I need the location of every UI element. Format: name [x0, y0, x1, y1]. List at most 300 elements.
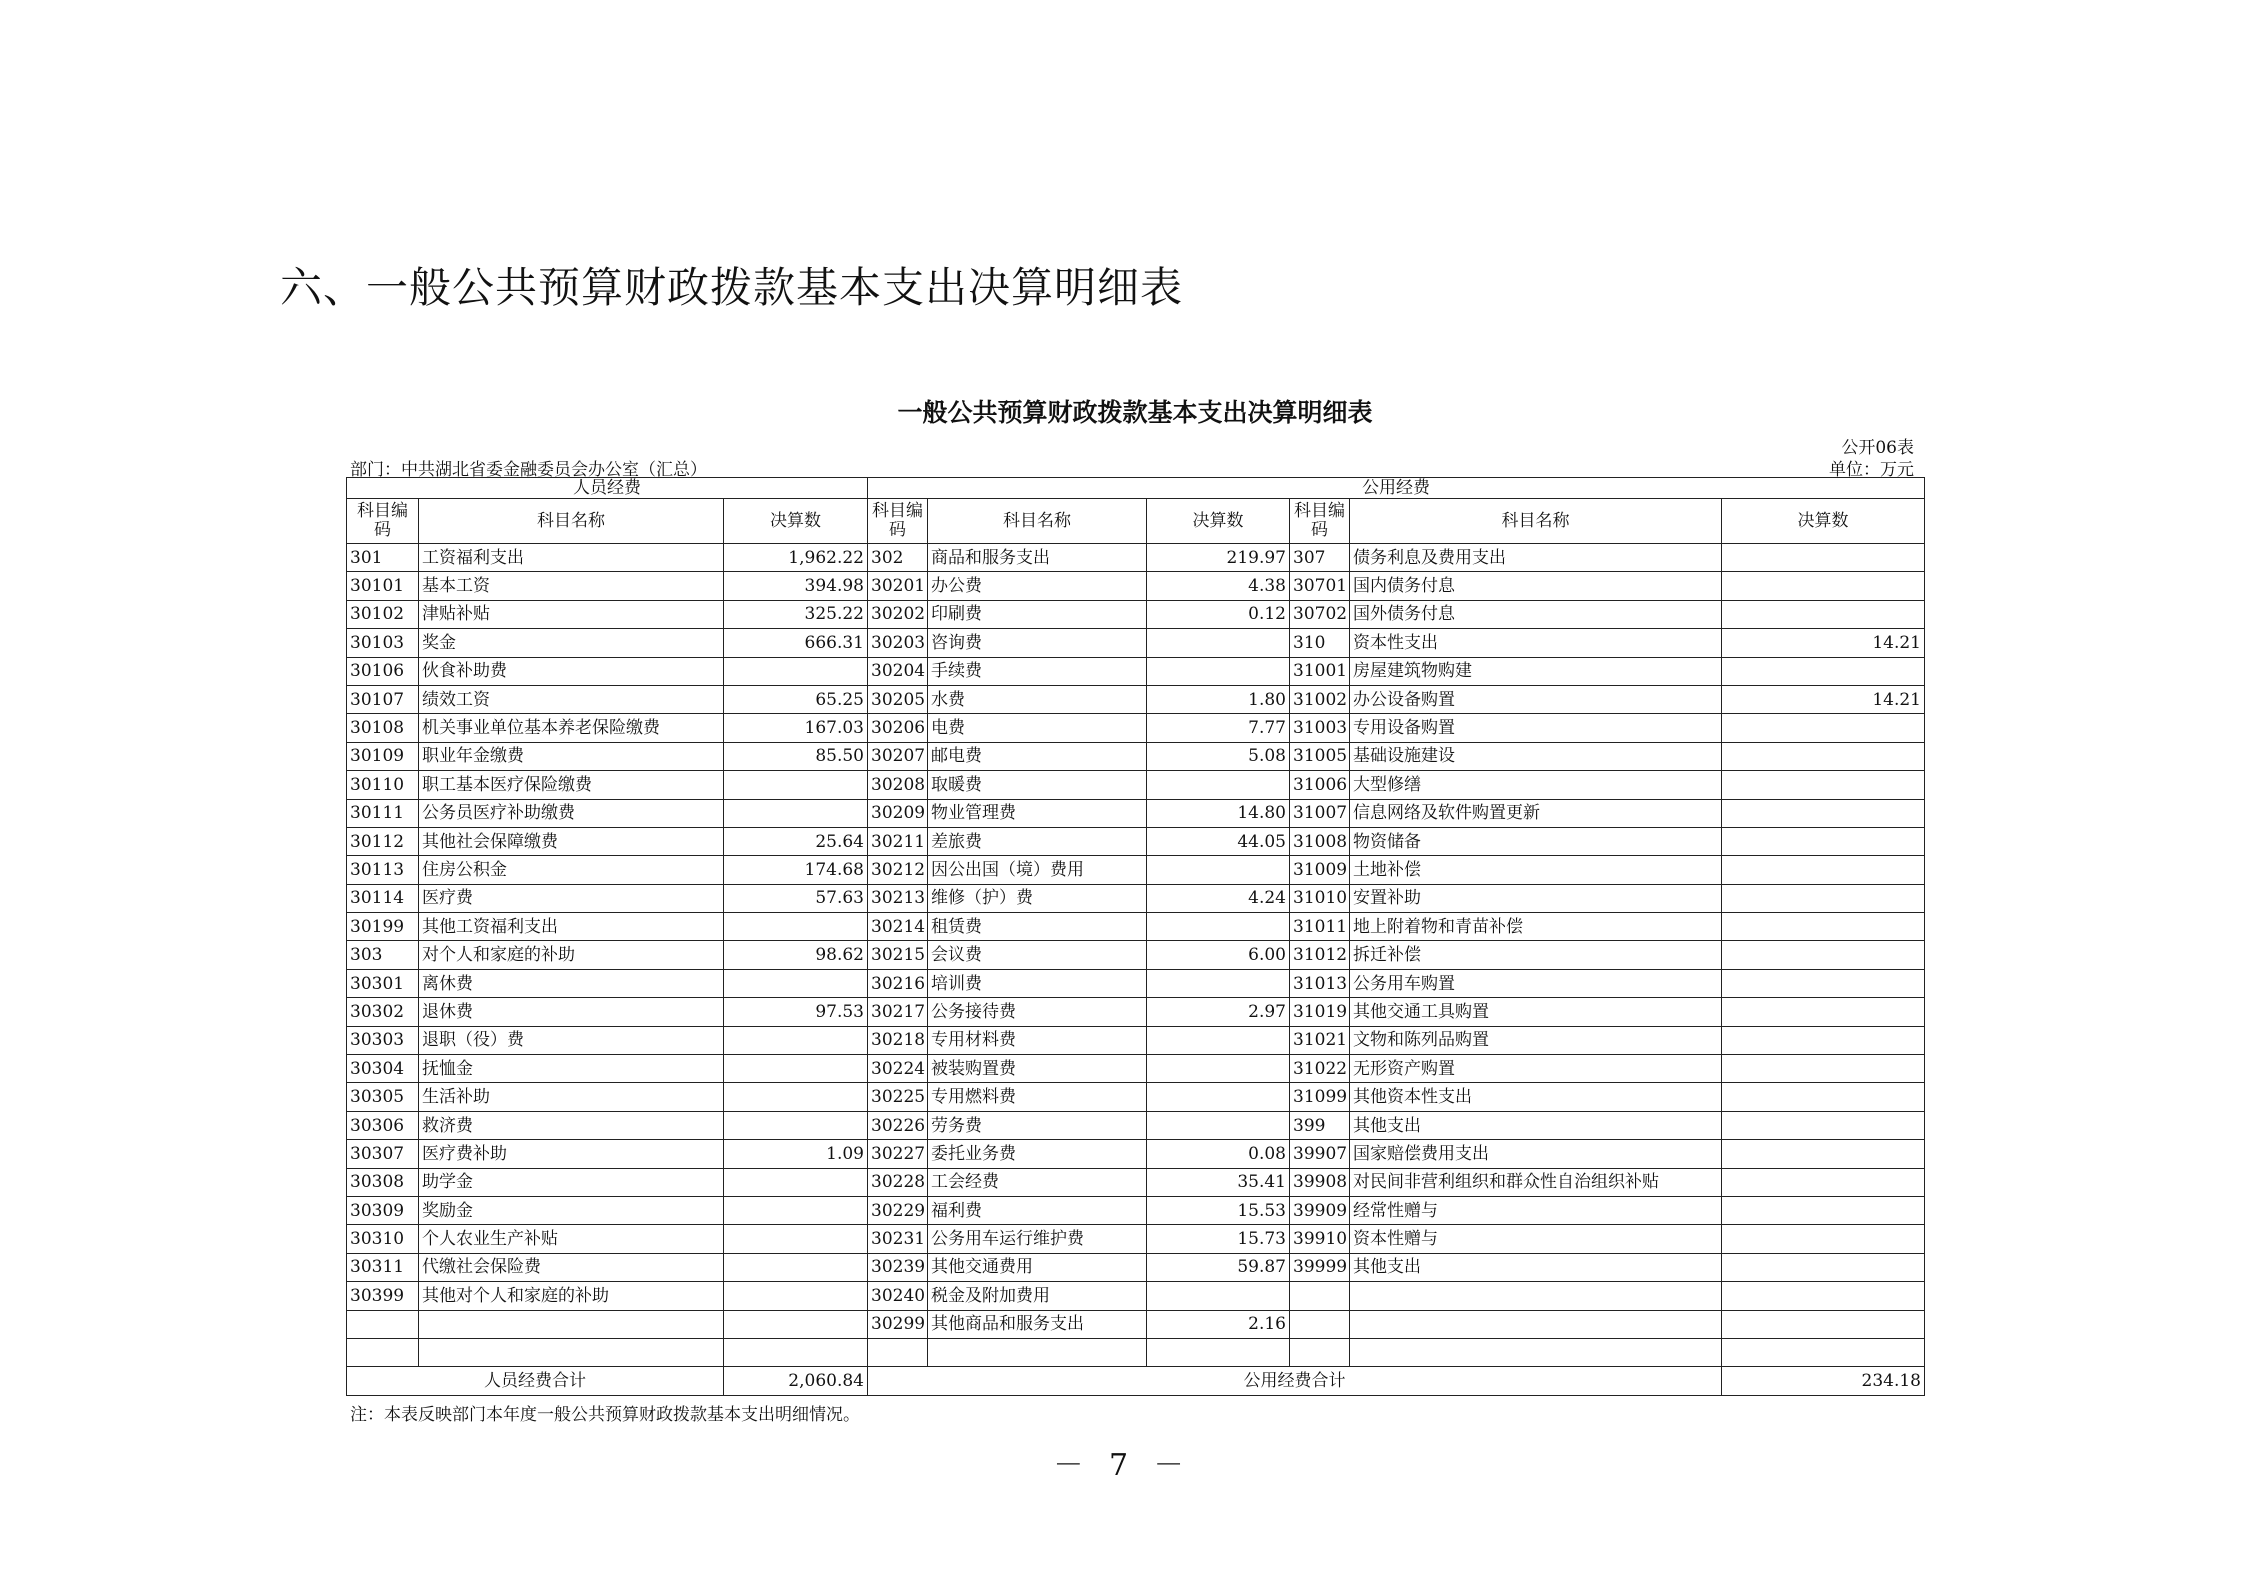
personnel-code: 30108: [347, 714, 419, 742]
goods-name: 印刷费: [928, 600, 1147, 628]
table-row: [347, 941, 1925, 969]
personnel-amount: [724, 1111, 868, 1139]
other-code: 31001: [1290, 657, 1350, 685]
other-code: 39999: [1290, 1253, 1350, 1281]
personnel-name: 抚恤金: [419, 1055, 724, 1083]
other-amount: [1722, 742, 1925, 770]
personnel-amount: 1.09: [724, 1140, 868, 1168]
other-name: 资本性支出: [1350, 629, 1722, 657]
other-name: 拆迁补偿: [1350, 941, 1722, 969]
personnel-code: 303: [347, 941, 419, 969]
header-code-2: 科目编码: [868, 499, 928, 544]
other-code: 31009: [1290, 856, 1350, 884]
other-amount: [1722, 827, 1925, 855]
other-name: 办公设备购置: [1350, 685, 1722, 713]
other-amount: [1722, 856, 1925, 884]
personnel-amount: 666.31: [724, 629, 868, 657]
personnel-total-value: 2,060.84: [724, 1367, 868, 1396]
goods-code: 30240: [868, 1282, 928, 1310]
goods-name: 咨询费: [928, 629, 1147, 657]
personnel-code: 30302: [347, 998, 419, 1026]
personnel-amount: [724, 913, 868, 941]
goods-amount: [1147, 969, 1290, 997]
personnel-amount: 65.25: [724, 685, 868, 713]
personnel-amount: 1,962.22: [724, 544, 868, 572]
other-name: [1350, 1310, 1722, 1338]
page-heading: 六、一般公共预算财政拨款基本支出决算明细表: [280, 263, 1184, 312]
personnel-name: 医疗费补助: [419, 1140, 724, 1168]
goods-code: 30205: [868, 685, 928, 713]
goods-code: 30225: [868, 1083, 928, 1111]
personnel-amount: [724, 1196, 868, 1224]
goods-name: 福利费: [928, 1196, 1147, 1224]
other-amount: [1722, 1111, 1925, 1139]
goods-code: 30216: [868, 969, 928, 997]
goods-name: 专用燃料费: [928, 1083, 1147, 1111]
personnel-amount: 57.63: [724, 884, 868, 912]
goods-name: 工会经费: [928, 1168, 1147, 1196]
other-code: [1290, 1310, 1350, 1338]
personnel-amount: [724, 1282, 868, 1310]
goods-name: 其他商品和服务支出: [928, 1310, 1147, 1338]
goods-code: 30212: [868, 856, 928, 884]
other-name: 安置补助: [1350, 884, 1722, 912]
goods-name: 取暖费: [928, 771, 1147, 799]
personnel-name: 津贴补贴: [419, 600, 724, 628]
form-number-line: [346, 433, 1924, 458]
table-row: [347, 771, 1925, 799]
other-name: 国家赔偿费用支出: [1350, 1140, 1722, 1168]
goods-amount: 15.53: [1147, 1196, 1290, 1224]
goods-name: 商品和服务支出: [928, 544, 1147, 572]
other-name: 土地补偿: [1350, 856, 1722, 884]
other-amount: [1722, 1083, 1925, 1111]
goods-name: 差旅费: [928, 827, 1147, 855]
other-amount: [1722, 884, 1925, 912]
goods-code: 30209: [868, 799, 928, 827]
personnel-code: 30308: [347, 1168, 419, 1196]
goods-amount: 5.08: [1147, 742, 1290, 770]
personnel-code: 30304: [347, 1055, 419, 1083]
goods-amount: [1147, 856, 1290, 884]
goods-code: [868, 1338, 928, 1366]
personnel-code: 30107: [347, 685, 419, 713]
other-amount: 14.21: [1722, 685, 1925, 713]
goods-code: 30213: [868, 884, 928, 912]
personnel-name: 职业年金缴费: [419, 742, 724, 770]
personnel-code: 30310: [347, 1225, 419, 1253]
personnel-amount: [724, 1083, 868, 1111]
personnel-amount: [724, 1055, 868, 1083]
department-label: 部门：中共湖北省委金融委员会办公室（汇总）: [350, 460, 707, 480]
table-row: [347, 969, 1925, 997]
goods-name: 邮电费: [928, 742, 1147, 770]
other-amount: [1722, 1168, 1925, 1196]
table-row: [347, 600, 1925, 628]
goods-name: 物业管理费: [928, 799, 1147, 827]
personnel-code: 30106: [347, 657, 419, 685]
group-header-row: [347, 478, 1925, 499]
personnel-name: 职工基本医疗保险缴费: [419, 771, 724, 799]
other-name: 大型修缮: [1350, 771, 1722, 799]
other-amount: [1722, 969, 1925, 997]
group-public: 公用经费: [868, 478, 1925, 499]
table-row: [347, 544, 1925, 572]
goods-name: 因公出国（境）费用: [928, 856, 1147, 884]
personnel-amount: [724, 1026, 868, 1054]
goods-amount: [1147, 1055, 1290, 1083]
goods-code: 30201: [868, 572, 928, 600]
goods-amount: 15.73: [1147, 1225, 1290, 1253]
other-code: 39909: [1290, 1196, 1350, 1224]
table-row: [347, 884, 1925, 912]
personnel-code: 30102: [347, 600, 419, 628]
other-code: 31021: [1290, 1026, 1350, 1054]
other-name: 其他支出: [1350, 1111, 1722, 1139]
goods-amount: 4.38: [1147, 572, 1290, 600]
table-row: [347, 913, 1925, 941]
other-name: [1350, 1282, 1722, 1310]
goods-name: 水费: [928, 685, 1147, 713]
table-row: [347, 714, 1925, 742]
personnel-name: [419, 1310, 724, 1338]
table-row: [347, 657, 1925, 685]
other-code: [1290, 1282, 1350, 1310]
goods-amount: 219.97: [1147, 544, 1290, 572]
table-row: [347, 629, 1925, 657]
table-row: [347, 827, 1925, 855]
other-code: 31006: [1290, 771, 1350, 799]
other-code: 31003: [1290, 714, 1350, 742]
other-amount: [1722, 1026, 1925, 1054]
personnel-amount: [724, 969, 868, 997]
goods-name: 培训费: [928, 969, 1147, 997]
goods-amount: 35.41: [1147, 1168, 1290, 1196]
table-row: [347, 572, 1925, 600]
other-amount: [1722, 1140, 1925, 1168]
table-row: [347, 1026, 1925, 1054]
other-name: 经常性赠与: [1350, 1196, 1722, 1224]
personnel-name: 救济费: [419, 1111, 724, 1139]
personnel-amount: [724, 1253, 868, 1281]
header-code-1: 科目编码: [347, 499, 419, 544]
personnel-code: 30111: [347, 799, 419, 827]
goods-code: 30239: [868, 1253, 928, 1281]
goods-code: 30214: [868, 913, 928, 941]
table-row: [347, 1196, 1925, 1224]
goods-amount: 14.80: [1147, 799, 1290, 827]
goods-name: 专用材料费: [928, 1026, 1147, 1054]
other-code: 31010: [1290, 884, 1350, 912]
other-code: 30701: [1290, 572, 1350, 600]
goods-amount: 7.77: [1147, 714, 1290, 742]
table-row: [347, 799, 1925, 827]
goods-amount: 4.24: [1147, 884, 1290, 912]
goods-name: 租赁费: [928, 913, 1147, 941]
personnel-code: 30199: [347, 913, 419, 941]
other-name: 债务利息及费用支出: [1350, 544, 1722, 572]
personnel-code: [347, 1310, 419, 1338]
goods-code: 30204: [868, 657, 928, 685]
personnel-amount: 167.03: [724, 714, 868, 742]
other-amount: [1722, 1055, 1925, 1083]
personnel-code: [347, 1338, 419, 1366]
personnel-amount: [724, 1168, 868, 1196]
goods-amount: 2.97: [1147, 998, 1290, 1026]
personnel-amount: 25.64: [724, 827, 868, 855]
goods-amount: [1147, 1338, 1290, 1366]
dept-unit-line: [346, 455, 1924, 480]
goods-code: 30227: [868, 1140, 928, 1168]
goods-code: 30206: [868, 714, 928, 742]
table-row: [347, 1253, 1925, 1281]
column-header-row: [347, 499, 1925, 544]
personnel-code: 30101: [347, 572, 419, 600]
personnel-code: 30112: [347, 827, 419, 855]
group-personnel: 人员经费: [347, 478, 868, 499]
personnel-amount: 97.53: [724, 998, 868, 1026]
other-code: [1290, 1338, 1350, 1366]
goods-code: 30217: [868, 998, 928, 1026]
table-note: 注：本表反映部门本年度一般公共预算财政拨款基本支出明细情况。: [350, 1405, 860, 1426]
personnel-name: 伙食补助费: [419, 657, 724, 685]
personnel-name: [419, 1338, 724, 1366]
other-name: 其他资本性支出: [1350, 1083, 1722, 1111]
goods-code: 30218: [868, 1026, 928, 1054]
other-name: 其他交通工具购置: [1350, 998, 1722, 1026]
personnel-name: 公务员医疗补助缴费: [419, 799, 724, 827]
other-code: 31005: [1290, 742, 1350, 770]
goods-name: 电费: [928, 714, 1147, 742]
other-amount: [1722, 572, 1925, 600]
personnel-name: 退休费: [419, 998, 724, 1026]
goods-amount: [1147, 1026, 1290, 1054]
personnel-code: 30301: [347, 969, 419, 997]
other-name: 无形资产购置: [1350, 1055, 1722, 1083]
table-row: [347, 1140, 1925, 1168]
other-code: 31012: [1290, 941, 1350, 969]
other-code: 31019: [1290, 998, 1350, 1026]
personnel-name: 离休费: [419, 969, 724, 997]
other-code: 31007: [1290, 799, 1350, 827]
personnel-amount: 98.62: [724, 941, 868, 969]
other-name: 房屋建筑物购建: [1350, 657, 1722, 685]
other-amount: [1722, 1338, 1925, 1366]
other-name: 国外债务付息: [1350, 600, 1722, 628]
personnel-name: 其他社会保障缴费: [419, 827, 724, 855]
table-row: [347, 1225, 1925, 1253]
goods-amount: 2.16: [1147, 1310, 1290, 1338]
goods-name: 其他交通费用: [928, 1253, 1147, 1281]
table-row: [347, 685, 1925, 713]
other-amount: [1722, 1225, 1925, 1253]
other-amount: [1722, 1282, 1925, 1310]
goods-code: 302: [868, 544, 928, 572]
goods-name: 委托业务费: [928, 1140, 1147, 1168]
goods-code: 30211: [868, 827, 928, 855]
table-row: [347, 1083, 1925, 1111]
other-amount: [1722, 1196, 1925, 1224]
personnel-name: 住房公积金: [419, 856, 724, 884]
personnel-code: 30305: [347, 1083, 419, 1111]
personnel-amount: 85.50: [724, 742, 868, 770]
personnel-amount: 174.68: [724, 856, 868, 884]
personnel-name: 其他工资福利支出: [419, 913, 724, 941]
table-title: 一般公共预算财政拨款基本支出决算明细表: [897, 398, 1373, 427]
personnel-name: 其他对个人和家庭的补助: [419, 1282, 724, 1310]
goods-name: 劳务费: [928, 1111, 1147, 1139]
table-row: [347, 1338, 1925, 1366]
goods-name: 被装购置费: [928, 1055, 1147, 1083]
other-code: 31099: [1290, 1083, 1350, 1111]
goods-amount: 0.08: [1147, 1140, 1290, 1168]
totals-row: [347, 1367, 1925, 1396]
table-row: [347, 1310, 1925, 1338]
goods-name: 手续费: [928, 657, 1147, 685]
goods-name: 会议费: [928, 941, 1147, 969]
goods-code: 30215: [868, 941, 928, 969]
other-name: 基础设施建设: [1350, 742, 1722, 770]
table-row: [347, 1055, 1925, 1083]
personnel-amount: [724, 771, 868, 799]
personnel-name: 助学金: [419, 1168, 724, 1196]
other-name: [1350, 1338, 1722, 1366]
goods-amount: [1147, 657, 1290, 685]
other-amount: [1722, 913, 1925, 941]
goods-name: 办公费: [928, 572, 1147, 600]
personnel-amount: [724, 799, 868, 827]
expenditure-table: [346, 477, 1925, 1396]
personnel-name: 工资福利支出: [419, 544, 724, 572]
other-name: 资本性赠与: [1350, 1225, 1722, 1253]
personnel-code: 30110: [347, 771, 419, 799]
goods-amount: 44.05: [1147, 827, 1290, 855]
header-name-2: 科目名称: [928, 499, 1147, 544]
other-name: 地上附着物和青苗补偿: [1350, 913, 1722, 941]
header-name-3: 科目名称: [1350, 499, 1722, 544]
other-name: 物资储备: [1350, 827, 1722, 855]
personnel-code: 30109: [347, 742, 419, 770]
other-name: 其他支出: [1350, 1253, 1722, 1281]
other-code: 39910: [1290, 1225, 1350, 1253]
personnel-name: 基本工资: [419, 572, 724, 600]
goods-amount: [1147, 771, 1290, 799]
personnel-code: 30303: [347, 1026, 419, 1054]
table-row: [347, 742, 1925, 770]
personnel-name: 个人农业生产补贴: [419, 1225, 724, 1253]
goods-code: 30226: [868, 1111, 928, 1139]
personnel-name: 退职（役）费: [419, 1026, 724, 1054]
table-row: [347, 1168, 1925, 1196]
personnel-code: 30103: [347, 629, 419, 657]
other-amount: [1722, 600, 1925, 628]
personnel-code: 30399: [347, 1282, 419, 1310]
other-code: 31022: [1290, 1055, 1350, 1083]
other-name: 国内债务付息: [1350, 572, 1722, 600]
goods-amount: [1147, 1282, 1290, 1310]
goods-code: 30203: [868, 629, 928, 657]
personnel-amount: [724, 1225, 868, 1253]
goods-amount: 6.00: [1147, 941, 1290, 969]
personnel-amount: 394.98: [724, 572, 868, 600]
personnel-code: 30114: [347, 884, 419, 912]
other-amount: [1722, 1253, 1925, 1281]
goods-code: 30231: [868, 1225, 928, 1253]
other-code: 39908: [1290, 1168, 1350, 1196]
goods-amount: 1.80: [1147, 685, 1290, 713]
unit-label: 单位：万元: [1829, 460, 1914, 480]
other-code: 310: [1290, 629, 1350, 657]
goods-amount: [1147, 913, 1290, 941]
public-total-label: 公用经费合计: [868, 1367, 1722, 1396]
other-amount: [1722, 941, 1925, 969]
personnel-name: 对个人和家庭的补助: [419, 941, 724, 969]
goods-code: 30207: [868, 742, 928, 770]
personnel-amount: [724, 1338, 868, 1366]
header-name-1: 科目名称: [419, 499, 724, 544]
personnel-name: 机关事业单位基本养老保险缴费: [419, 714, 724, 742]
personnel-total-label: 人员经费合计: [347, 1367, 724, 1396]
goods-amount: [1147, 1083, 1290, 1111]
form-number: 公开06表: [1841, 438, 1914, 458]
personnel-code: 30307: [347, 1140, 419, 1168]
goods-code: 30208: [868, 771, 928, 799]
goods-amount: [1147, 629, 1290, 657]
report-sheet: [346, 395, 1924, 1425]
table-row: [347, 1111, 1925, 1139]
goods-name: [928, 1338, 1147, 1366]
goods-name: 维修（护）费: [928, 884, 1147, 912]
other-code: 30702: [1290, 600, 1350, 628]
goods-code: 30224: [868, 1055, 928, 1083]
other-amount: 14.21: [1722, 629, 1925, 657]
table-row: [347, 856, 1925, 884]
goods-amount: [1147, 1111, 1290, 1139]
goods-code: 30299: [868, 1310, 928, 1338]
other-amount: [1722, 799, 1925, 827]
goods-code: 30228: [868, 1168, 928, 1196]
personnel-code: 301: [347, 544, 419, 572]
personnel-code: 30311: [347, 1253, 419, 1281]
header-amount-2: 决算数: [1147, 499, 1290, 544]
goods-amount: 0.12: [1147, 600, 1290, 628]
header-amount-3: 决算数: [1722, 499, 1925, 544]
personnel-name: 奖金: [419, 629, 724, 657]
table-row: [347, 1282, 1925, 1310]
goods-amount: 59.87: [1147, 1253, 1290, 1281]
other-code: 399: [1290, 1111, 1350, 1139]
other-amount: [1722, 544, 1925, 572]
other-name: 文物和陈列品购置: [1350, 1026, 1722, 1054]
other-amount: [1722, 998, 1925, 1026]
other-code: 307: [1290, 544, 1350, 572]
page-number: － 7 －: [1053, 1448, 1192, 1483]
header-code-3: 科目编码: [1290, 499, 1350, 544]
other-code: 31013: [1290, 969, 1350, 997]
personnel-code: 30113: [347, 856, 419, 884]
personnel-amount: 325.22: [724, 600, 868, 628]
personnel-amount: [724, 657, 868, 685]
personnel-name: 奖励金: [419, 1196, 724, 1224]
goods-name: 税金及附加费用: [928, 1282, 1147, 1310]
other-amount: [1722, 1310, 1925, 1338]
other-amount: [1722, 714, 1925, 742]
personnel-name: 绩效工资: [419, 685, 724, 713]
public-total-value: 234.18: [1722, 1367, 1925, 1396]
goods-name: 公务用车运行维护费: [928, 1225, 1147, 1253]
header-amount-1: 决算数: [724, 499, 868, 544]
other-name: 信息网络及软件购置更新: [1350, 799, 1722, 827]
